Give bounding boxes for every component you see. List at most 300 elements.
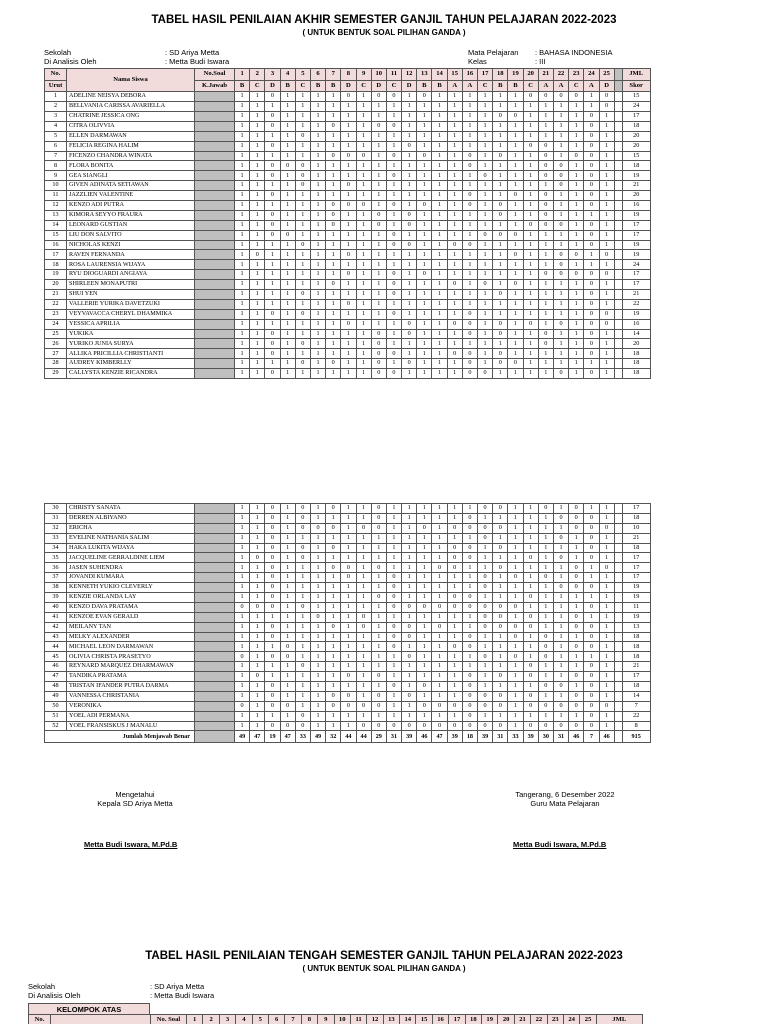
spacer-cell (614, 230, 622, 240)
answer-cell: 1 (310, 290, 325, 300)
answer-cell: 0 (417, 92, 432, 102)
answer-cell: 1 (599, 111, 614, 121)
answer-cell: 1 (462, 290, 477, 300)
answer-cell: 1 (402, 161, 417, 171)
answer-cell: 1 (356, 299, 371, 309)
answer-cell: 1 (402, 121, 417, 131)
student-name: MICHAEL LEON DARMAWAN (67, 642, 195, 652)
student-name: AUDREY KIMBERLLY (67, 359, 195, 369)
answer-cell: 0 (553, 171, 568, 181)
answer-cell: 1 (235, 339, 250, 349)
answer-cell: 1 (280, 533, 295, 543)
answer-cell: 0 (478, 230, 493, 240)
answer-cell: 0 (402, 240, 417, 250)
answer-cell: 1 (341, 260, 356, 270)
answer-cell: 1 (326, 191, 341, 201)
answer-cell: 0 (523, 220, 538, 230)
gray-cell (195, 553, 235, 563)
answer-cell: 1 (599, 191, 614, 201)
answer-cell: 0 (584, 181, 599, 191)
student-name: KENZOE EVAN GERALD (67, 612, 195, 622)
answer-cell: 1 (371, 240, 386, 250)
answer-cell: 0 (569, 250, 584, 260)
answer-cell: 0 (341, 319, 356, 329)
answer-cell: 0 (326, 220, 341, 230)
answer-cell: 1 (538, 593, 553, 603)
table-row (45, 329, 651, 339)
answer-cell: 0 (402, 691, 417, 701)
answer-cell: 1 (417, 319, 432, 329)
answer-cell: 1 (356, 121, 371, 131)
student-number: 11 (45, 191, 67, 201)
answer-cell: 1 (371, 111, 386, 121)
answer-cell: 0 (295, 161, 310, 171)
answer-cell: 1 (538, 369, 553, 379)
answer-cell: 1 (493, 102, 508, 112)
answer-cell: 0 (371, 121, 386, 131)
table-row (45, 359, 651, 369)
answer-cell: 1 (462, 141, 477, 151)
answer-cell: 1 (523, 642, 538, 652)
student-name: OLIVIA CHRISTA PRASETYO (67, 652, 195, 662)
answer-cell: 1 (356, 220, 371, 230)
answer-cell: 1 (356, 260, 371, 270)
answer-cell: 1 (417, 329, 432, 339)
answer-cell: 1 (523, 523, 538, 533)
student-score: 17 (622, 563, 650, 573)
answer-cell: 1 (235, 523, 250, 533)
answer-cell: 1 (341, 593, 356, 603)
student-name: ALLIKA PRICILLIA CHRISTIANTI (67, 349, 195, 359)
answer-cell: 1 (371, 161, 386, 171)
answer-cell: 1 (478, 191, 493, 201)
answer-cell: 1 (341, 711, 356, 721)
analyst-label: Di Analisis Oleh (44, 57, 97, 66)
answer-cell: 1 (280, 359, 295, 369)
student-name: TANDIKA PRATAMA (67, 672, 195, 682)
student-score: 22 (622, 299, 650, 309)
answer-cell: 1 (538, 563, 553, 573)
answer-cell: 1 (508, 131, 523, 141)
answer-cell: 0 (584, 632, 599, 642)
answer-cell: 0 (432, 563, 447, 573)
student-name: LIU DON SALVITO (67, 230, 195, 240)
answer-cell: 1 (523, 369, 538, 379)
answer-key: C (356, 80, 371, 92)
report-title: TABEL HASIL PENILAIAN AKHIR SEMESTER GANJIL TAHUN PELAJARAN 2022-2023 (151, 14, 617, 26)
answer-cell: 0 (341, 691, 356, 701)
answer-cell: 0 (538, 329, 553, 339)
answer-cell: 0 (386, 200, 401, 210)
answer-cell: 0 (265, 563, 280, 573)
answer-cell: 1 (447, 359, 462, 369)
urut-header: Urut (45, 80, 67, 92)
table-row (45, 523, 651, 533)
answer-cell: 1 (265, 131, 280, 141)
answer-cell: 1 (235, 563, 250, 573)
answer-cell: 1 (508, 151, 523, 161)
student-name: JAZZLIEN VALENTINE (67, 191, 195, 201)
answer-cell: 0 (538, 210, 553, 220)
answer-cell: 1 (553, 543, 568, 553)
question-number: 15 (447, 69, 462, 81)
gray-cell (195, 111, 235, 121)
gray-cell (195, 504, 235, 514)
answer-cell: 1 (235, 102, 250, 112)
answer-cell: 1 (538, 121, 553, 131)
student-number: 22 (45, 299, 67, 309)
answer-cell: 0 (386, 349, 401, 359)
answer-cell: 1 (417, 230, 432, 240)
answer-cell: 1 (310, 691, 325, 701)
gray-cell (195, 642, 235, 652)
answer-cell: 0 (493, 691, 508, 701)
answer-cell: 0 (402, 602, 417, 612)
answer-cell: 1 (478, 141, 493, 151)
answer-cell: 1 (569, 141, 584, 151)
answer-cell: 1 (250, 622, 265, 632)
answer-cell: 0 (462, 200, 477, 210)
answer-cell: 0 (447, 240, 462, 250)
answer-cell: 1 (569, 200, 584, 210)
answer-cell: 1 (402, 181, 417, 191)
answer-cell: 1 (569, 161, 584, 171)
answer-key: C (250, 80, 265, 92)
answer-cell: 1 (310, 181, 325, 191)
answer-cell: 1 (402, 260, 417, 270)
answer-cell: 0 (493, 602, 508, 612)
score-table-part-1 (44, 68, 651, 379)
answer-cell: 1 (341, 280, 356, 290)
student-name: JASEN SUHENDRA (67, 563, 195, 573)
answer-cell: 1 (371, 131, 386, 141)
answer-cell: 1 (310, 191, 325, 201)
answer-cell: 1 (386, 220, 401, 230)
answer-cell: 1 (493, 642, 508, 652)
answer-cell: 0 (553, 92, 568, 102)
student-score: 19 (622, 612, 650, 622)
answer-cell: 1 (493, 191, 508, 201)
answer-cell: 1 (235, 329, 250, 339)
answer-cell: 0 (584, 602, 599, 612)
answer-cell: 1 (326, 369, 341, 379)
answer-cell: 1 (341, 622, 356, 632)
answer-cell: 1 (599, 141, 614, 151)
answer-cell: 1 (508, 240, 523, 250)
spacer-cell (614, 171, 622, 181)
answer-cell: 1 (599, 230, 614, 240)
answer-cell: 1 (265, 319, 280, 329)
answer-cell: 1 (478, 563, 493, 573)
answer-cell: 1 (280, 672, 295, 682)
answer-cell: 1 (462, 504, 477, 514)
answer-cell: 1 (599, 131, 614, 141)
answer-cell: 1 (295, 642, 310, 652)
answer-cell: 1 (250, 632, 265, 642)
answer-cell: 0 (386, 290, 401, 300)
answer-cell: 1 (295, 632, 310, 642)
question-number: 23 (569, 69, 584, 81)
answer-cell: 1 (295, 191, 310, 201)
answer-cell: 1 (326, 240, 341, 250)
answer-cell: 1 (569, 299, 584, 309)
answer-cell: 0 (462, 593, 477, 603)
answer-cell: 1 (250, 504, 265, 514)
answer-cell: 1 (250, 369, 265, 379)
answer-cell: 1 (356, 711, 371, 721)
answer-cell: 1 (310, 171, 325, 181)
answer-cell: 1 (523, 200, 538, 210)
student-name: FELICIA REGINA HALIM (67, 141, 195, 151)
answer-cell: 1 (523, 270, 538, 280)
answer-cell: 1 (250, 141, 265, 151)
answer-cell: 1 (538, 260, 553, 270)
report2-question-number: 24 (563, 1015, 579, 1024)
answer-cell: 1 (538, 583, 553, 593)
answer-cell: 0 (599, 701, 614, 711)
answer-cell: 0 (508, 622, 523, 632)
answer-cell: 1 (280, 250, 295, 260)
answer-cell: 1 (386, 191, 401, 201)
answer-cell: 1 (371, 612, 386, 622)
answer-cell: 0 (371, 593, 386, 603)
gray-cell (195, 691, 235, 701)
answer-cell: 1 (326, 102, 341, 112)
answer-cell: 1 (417, 111, 432, 121)
answer-cell: 1 (462, 220, 477, 230)
answer-cell: 1 (280, 711, 295, 721)
answer-cell: 1 (417, 161, 432, 171)
student-number: 27 (45, 349, 67, 359)
answer-cell: 1 (295, 672, 310, 682)
answer-cell: 1 (250, 240, 265, 250)
table-row (45, 181, 651, 191)
report2-question-number: 21 (514, 1015, 530, 1024)
answer-cell: 0 (553, 250, 568, 260)
answer-cell: 1 (508, 200, 523, 210)
gray-cell (195, 250, 235, 260)
answer-cell: 1 (310, 280, 325, 290)
answer-cell: 1 (447, 711, 462, 721)
answer-cell: 1 (493, 593, 508, 603)
student-score: 19 (622, 171, 650, 181)
answer-cell: 0 (417, 270, 432, 280)
answer-cell: 0 (235, 652, 250, 662)
answer-cell: 1 (553, 691, 568, 701)
student-number: 13 (45, 210, 67, 220)
answer-cell: 1 (478, 240, 493, 250)
answer-cell: 1 (250, 593, 265, 603)
answer-cell: 0 (386, 682, 401, 692)
answer-cell: 1 (280, 92, 295, 102)
answer-cell: 1 (432, 210, 447, 220)
answer-cell: 1 (569, 349, 584, 359)
answer-cell: 1 (432, 662, 447, 672)
answer-cell: 1 (462, 260, 477, 270)
answer-cell: 1 (432, 111, 447, 121)
table-row (45, 141, 651, 151)
gray-cell (195, 622, 235, 632)
answer-cell: 1 (478, 329, 493, 339)
student-score: 18 (622, 652, 650, 662)
answer-cell: 0 (432, 701, 447, 711)
total-correct: 31 (493, 731, 508, 743)
answer-cell: 1 (265, 151, 280, 161)
answer-cell: 1 (250, 319, 265, 329)
answer-cell: 1 (371, 319, 386, 329)
answer-cell: 0 (569, 691, 584, 701)
answer-cell: 1 (523, 504, 538, 514)
answer-cell: 1 (432, 543, 447, 553)
answer-cell: 0 (584, 161, 599, 171)
answer-cell: 1 (508, 339, 523, 349)
answer-cell: 0 (447, 642, 462, 652)
answer-cell: 1 (386, 250, 401, 260)
student-score: 17 (622, 230, 650, 240)
student-score: 17 (622, 553, 650, 563)
answer-cell: 1 (280, 339, 295, 349)
answer-cell: 1 (417, 662, 432, 672)
spacer-cell (614, 543, 622, 553)
answer-cell: 1 (310, 583, 325, 593)
answer-cell: 0 (265, 583, 280, 593)
answer-cell: 1 (417, 260, 432, 270)
answer-cell: 1 (432, 319, 447, 329)
answer-cell: 0 (493, 612, 508, 622)
answer-cell: 0 (599, 319, 614, 329)
answer-cell: 1 (280, 513, 295, 523)
answer-cell: 1 (478, 270, 493, 280)
answer-cell: 1 (386, 553, 401, 563)
answer-cell: 1 (310, 220, 325, 230)
answer-cell: 1 (553, 652, 568, 662)
answer-cell: 1 (599, 200, 614, 210)
answer-cell: 1 (417, 240, 432, 250)
answer-cell: 1 (478, 642, 493, 652)
answer-cell: 1 (341, 369, 356, 379)
question-number: 24 (584, 69, 599, 81)
student-name: HAKA LUKITA WIJAYA (67, 543, 195, 553)
answer-cell: 1 (508, 523, 523, 533)
answer-cell: 0 (569, 563, 584, 573)
student-name: ADELINE NEISYA DEBORA (67, 92, 195, 102)
spacer-cell (614, 260, 622, 270)
student-number: 34 (45, 543, 67, 553)
student-name: VALLERIE YURIKA DAVETZUKI (67, 299, 195, 309)
gray-cell (195, 92, 235, 102)
answer-cell: 1 (553, 210, 568, 220)
student-name: ELLEN DARMAWAN (67, 131, 195, 141)
answer-cell: 1 (417, 543, 432, 553)
answer-cell: 0 (478, 523, 493, 533)
answer-cell: 0 (402, 652, 417, 662)
student-name: JACQUELINE GERRALDINE LIEM (67, 553, 195, 563)
answer-cell: 0 (553, 369, 568, 379)
answer-cell: 1 (417, 349, 432, 359)
student-number: 4 (45, 121, 67, 131)
answer-cell: 0 (447, 593, 462, 603)
answer-cell: 0 (265, 602, 280, 612)
student-number: 15 (45, 230, 67, 240)
table-row (45, 583, 651, 593)
answer-cell: 1 (386, 102, 401, 112)
answer-cell: 1 (295, 329, 310, 339)
answer-cell: 1 (569, 280, 584, 290)
answer-cell: 0 (417, 701, 432, 711)
answer-cell: 1 (462, 102, 477, 112)
answer-cell: 0 (553, 220, 568, 230)
answer-cell: 1 (310, 151, 325, 161)
analyst-value: : Metta Budi Iswara (165, 57, 230, 66)
answer-cell: 1 (478, 513, 493, 523)
answer-cell: 1 (569, 102, 584, 112)
student-number: 39 (45, 593, 67, 603)
answer-cell: 1 (356, 309, 371, 319)
answer-cell: 1 (310, 240, 325, 250)
answer-cell: 1 (235, 121, 250, 131)
answer-cell: 1 (386, 141, 401, 151)
answer-cell: 0 (386, 721, 401, 731)
answer-cell: 0 (447, 319, 462, 329)
answer-cell: 1 (356, 513, 371, 523)
answer-cell: 1 (280, 131, 295, 141)
answer-cell: 0 (402, 632, 417, 642)
answer-cell: 0 (386, 583, 401, 593)
answer-cell: 1 (538, 102, 553, 112)
answer-cell: 1 (447, 622, 462, 632)
answer-cell: 1 (553, 632, 568, 642)
student-number: 28 (45, 359, 67, 369)
answer-cell: 1 (326, 632, 341, 642)
answer-cell: 0 (341, 250, 356, 260)
answer-cell: 1 (295, 593, 310, 603)
total-correct: 47 (432, 731, 447, 743)
answer-cell: 0 (584, 691, 599, 701)
meta-right-values (535, 48, 613, 66)
answer-cell: 1 (432, 230, 447, 240)
answer-cell: 1 (569, 359, 584, 369)
answer-cell: 1 (310, 131, 325, 141)
answer-cell: 0 (538, 151, 553, 161)
student-number: 19 (45, 270, 67, 280)
answer-cell: 0 (478, 369, 493, 379)
answer-cell: 1 (310, 250, 325, 260)
answer-cell: 1 (326, 682, 341, 692)
answer-key: D (599, 80, 614, 92)
answer-key: D (371, 80, 386, 92)
student-score: 16 (622, 200, 650, 210)
answer-cell: 1 (250, 642, 265, 652)
no-header: No. (45, 69, 67, 81)
student-number: 41 (45, 612, 67, 622)
answer-cell: 1 (553, 573, 568, 583)
answer-cell: 0 (265, 593, 280, 603)
answer-cell: 1 (599, 121, 614, 131)
answer-cell: 1 (356, 543, 371, 553)
answer-cell: 1 (341, 662, 356, 672)
table-row (45, 573, 651, 583)
answer-cell: 0 (462, 602, 477, 612)
answer-cell: 1 (295, 92, 310, 102)
answer-cell: 1 (462, 250, 477, 260)
answer-cell: 0 (508, 280, 523, 290)
answer-cell: 1 (310, 642, 325, 652)
answer-cell: 0 (265, 632, 280, 642)
answer-cell: 0 (265, 339, 280, 349)
answer-cell: 1 (341, 141, 356, 151)
answer-cell: 1 (402, 299, 417, 309)
answer-key: B (493, 80, 508, 92)
